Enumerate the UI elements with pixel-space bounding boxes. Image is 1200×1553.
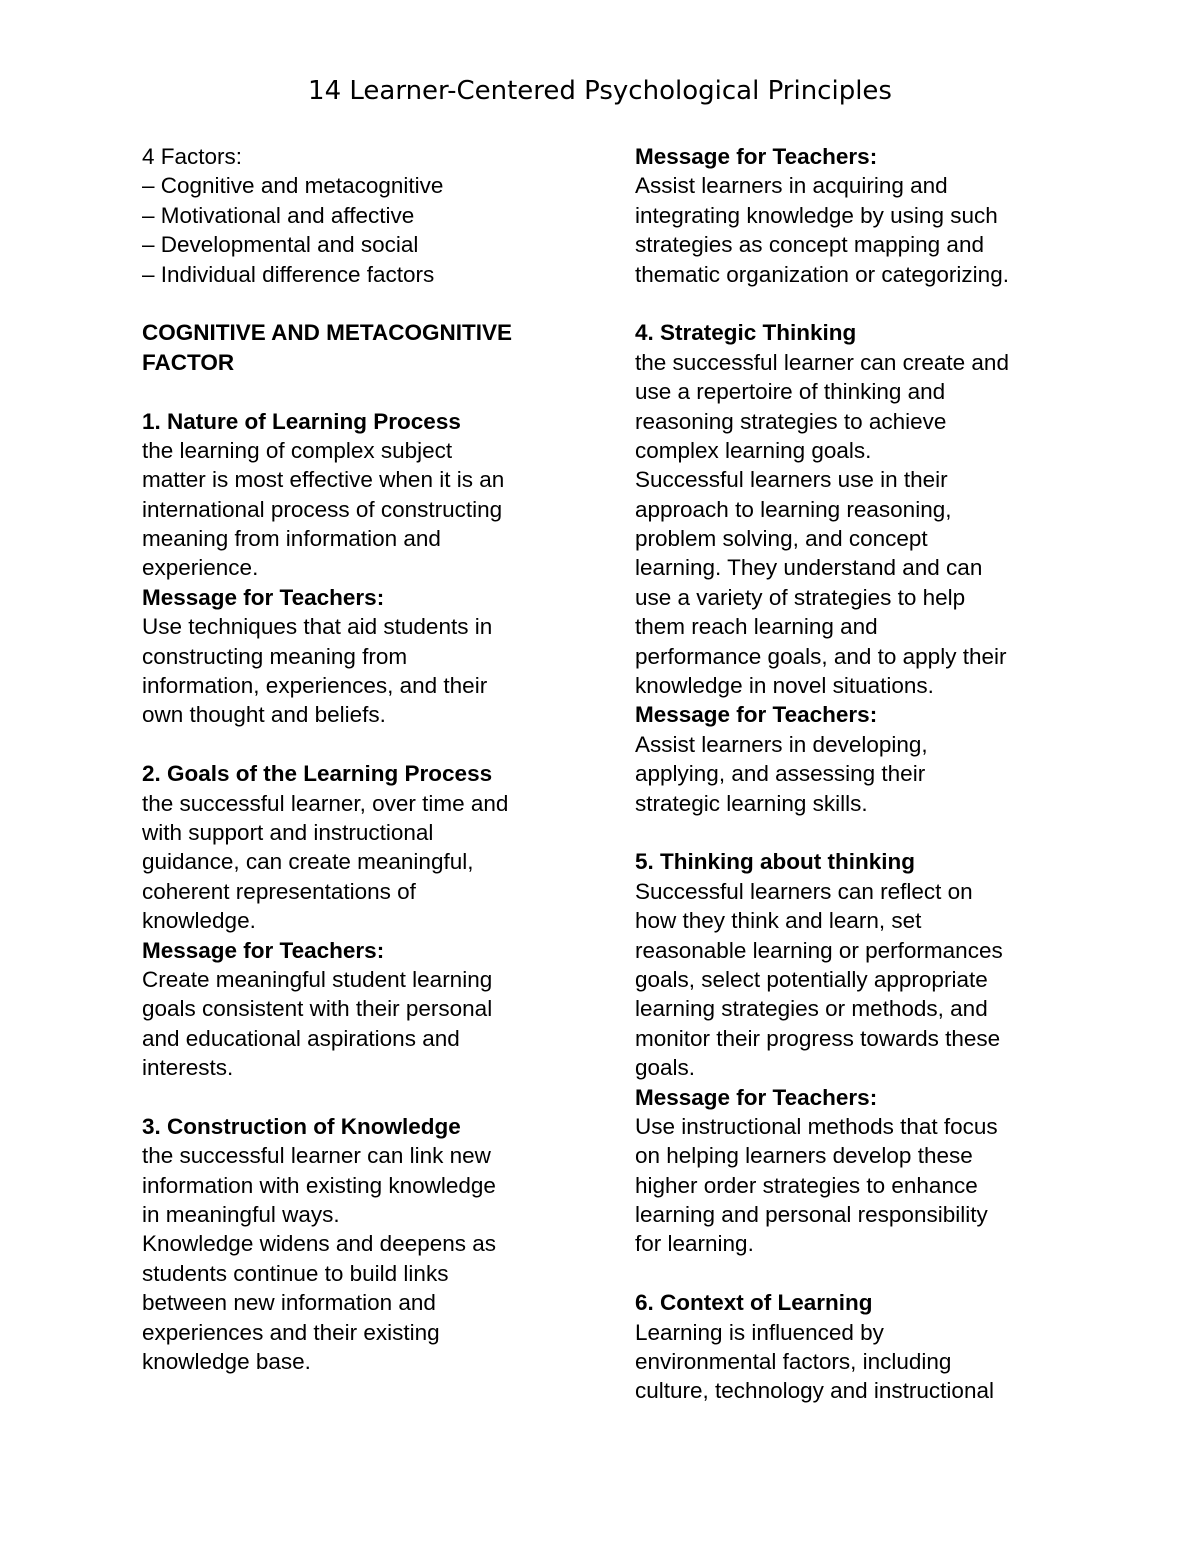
principle-5-heading: 5. Thinking about thinking [635, 849, 915, 875]
principle-4-message: Assist learners in developing, [635, 731, 928, 757]
principle-6-text: culture, technology and instructional [635, 1378, 994, 1404]
principle-5-message: learning and personal responsibility [635, 1202, 988, 1228]
principle-2-message: goals consistent with their personal [142, 996, 493, 1022]
principle-5-text: how they think and learn, set [635, 908, 922, 934]
principle-5-message: Use instructional methods that focus [635, 1113, 998, 1139]
principle-2-text: guidance, can create meaningful, [142, 849, 474, 875]
principle-1-text: experience. [142, 555, 259, 581]
principle-3-text: students continue to build links [142, 1260, 449, 1286]
principle-1-message: information, experiences, and their [142, 673, 488, 699]
principle-2-heading: 2. Goals of the Learning Process [142, 761, 493, 787]
principle-2-text: knowledge. [142, 908, 256, 934]
principle-4-text: knowledge in novel situations. [635, 673, 934, 699]
principle-1-text: the learning of complex subject [142, 437, 453, 463]
right-column [635, 142, 1075, 1406]
principle-4-heading: 4. Strategic Thinking [635, 320, 857, 346]
principle-4-text: them reach learning and [635, 614, 878, 640]
principle-2-text: with support and instructional [142, 819, 434, 845]
page-title: 14 Learner-Centered Psychological Principles [308, 76, 892, 106]
principle-4-message-label: Message for Teachers: [635, 702, 878, 728]
section-heading: COGNITIVE AND METACOGNITIVE [142, 320, 513, 346]
principle-4-text: learning. They understand and can [635, 555, 983, 581]
principle-5-text: monitor their progress towards these [635, 1025, 1001, 1051]
principle-3-text: knowledge base. [142, 1349, 311, 1375]
principle-1-text: international process of constructing [142, 496, 503, 522]
factor-item: – Developmental and social [142, 232, 419, 258]
principle-4-text: problem solving, and concept [635, 526, 928, 552]
principle-2-message: interests. [142, 1055, 234, 1081]
principle-3-message: thematic organization or categorizing. [635, 261, 1009, 287]
principle-1-message: Use techniques that aid students in [142, 614, 493, 640]
principle-1-message: constructing meaning from [142, 643, 408, 669]
principle-5-message: on helping learners develop these [635, 1143, 973, 1169]
principle-3-text: the successful learner can link new [142, 1143, 491, 1169]
principle-4-text: use a repertoire of thinking and [635, 379, 946, 405]
principle-1-message-label: Message for Teachers: [142, 584, 385, 610]
principle-2-message-label: Message for Teachers: [142, 937, 385, 963]
factor-item: – Motivational and affective [142, 202, 415, 228]
principle-3-text: experiences and their existing [142, 1319, 440, 1345]
principle-4-message: strategic learning skills. [635, 790, 868, 816]
factor-item: – Individual difference factors [142, 261, 435, 287]
principle-5-text: learning strategies or methods, and [635, 996, 988, 1022]
left-column [142, 142, 582, 1376]
principle-5-message: for learning. [635, 1231, 754, 1257]
principle-4-text: complex learning goals. [635, 437, 872, 463]
principle-4-text: the successful learner can create and [635, 349, 1009, 375]
principle-5-text: goals, select potentially appropriate [635, 966, 988, 992]
principle-4-message: applying, and assessing their [635, 761, 926, 787]
principle-5-text: reasonable learning or performances [635, 937, 1003, 963]
principle-2-text: the successful learner, over time and [142, 790, 509, 816]
principle-5-text: goals. [635, 1055, 696, 1081]
principle-1-text: matter is most effective when it is an [142, 467, 505, 493]
principle-4-text: Successful learners use in their [635, 467, 948, 493]
principle-3-text: Knowledge widens and deepens as [142, 1231, 497, 1257]
principle-2-text: coherent representations of [142, 878, 416, 904]
principle-3-message-label: Message for Teachers: [635, 144, 878, 169]
principle-3-message: integrating knowledge by using such [635, 202, 998, 228]
factors-heading: 4 Factors: [142, 144, 243, 169]
principle-1-text: meaning from information and [142, 526, 441, 552]
principle-3-text: information with existing knowledge [142, 1172, 496, 1198]
principle-4-text: performance goals, and to apply their [635, 643, 1007, 669]
principle-1-heading: 1. Nature of Learning Process [142, 408, 461, 434]
principle-6-text: environmental factors, including [635, 1349, 952, 1375]
principle-5-message-label: Message for Teachers: [635, 1084, 878, 1110]
factor-item: – Cognitive and metacognitive [142, 173, 444, 199]
principle-6-text: Learning is influenced by [635, 1319, 884, 1345]
principle-5-text: Successful learners can reflect on [635, 878, 973, 904]
principle-6-heading: 6. Context of Learning [635, 1290, 873, 1316]
principle-3-message: strategies as concept mapping and [635, 232, 984, 258]
principle-3-text: between new information and [142, 1290, 436, 1316]
principle-3-text: in meaningful ways. [142, 1202, 340, 1228]
principle-4-text: approach to learning reasoning, [635, 496, 952, 522]
principle-1-message: own thought and beliefs. [142, 702, 386, 728]
principle-4-text: use a variety of strategies to help [635, 584, 966, 610]
principle-2-message: and educational aspirations and [142, 1025, 460, 1051]
section-heading: FACTOR [142, 349, 235, 375]
principle-4-text: reasoning strategies to achieve [635, 408, 947, 434]
principle-5-message: higher order strategies to enhance [635, 1172, 978, 1198]
principle-3-heading: 3. Construction of Knowledge [142, 1113, 461, 1139]
principle-2-message: Create meaningful student learning [142, 966, 493, 992]
principle-3-message: Assist learners in acquiring and [635, 173, 948, 199]
